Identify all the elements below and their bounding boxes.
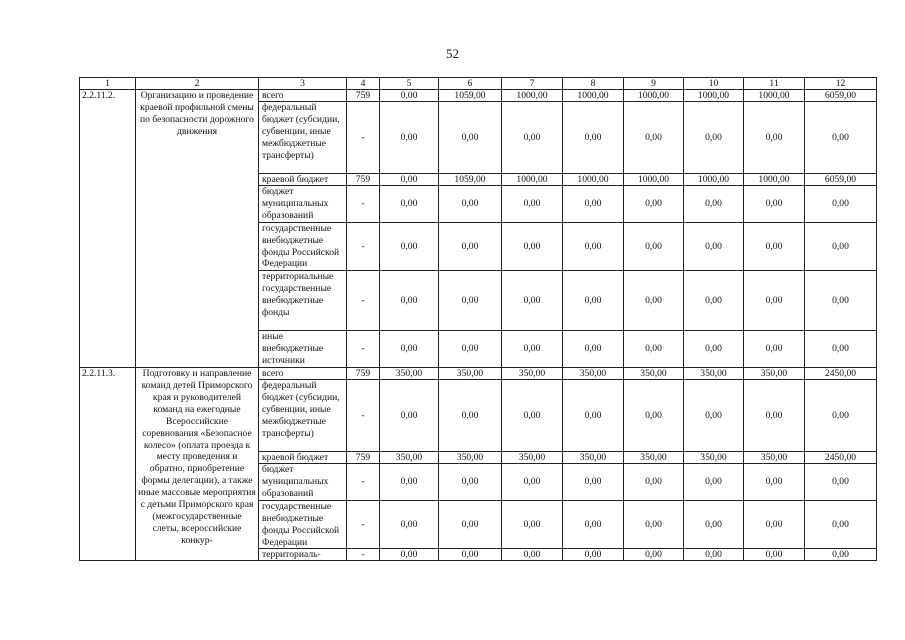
budget-table <box>79 77 877 561</box>
amount-cell: 0,00 <box>502 331 563 368</box>
grbs-code: - <box>347 102 380 174</box>
amount-cell: 0,00 <box>380 174 439 186</box>
header-cell: 6 <box>439 78 502 90</box>
amount-cell: 0,00 <box>624 186 684 223</box>
grbs-code: - <box>347 271 380 331</box>
amount-cell: 0,00 <box>624 331 684 368</box>
grbs-code: - <box>347 331 380 368</box>
amount-cell: 350,00 <box>380 452 439 464</box>
amount-cell: 0,00 <box>744 331 805 368</box>
amount-cell: 350,00 <box>439 368 502 380</box>
amount-cell: 0,00 <box>502 186 563 223</box>
amount-cell: 350,00 <box>439 452 502 464</box>
funding-source: территориальные государственные внебюджетные фонды <box>259 271 347 331</box>
amount-cell: 0,00 <box>439 549 502 561</box>
amount-cell: 350,00 <box>380 368 439 380</box>
grbs-code: - <box>347 380 380 452</box>
amount-cell: 1000,00 <box>502 90 563 102</box>
amount-cell: 0,00 <box>805 380 877 452</box>
amount-cell: 0,00 <box>563 222 624 271</box>
amount-cell: 350,00 <box>684 368 744 380</box>
header-cell: 9 <box>624 78 684 90</box>
amount-cell: 0,00 <box>380 90 439 102</box>
amount-cell: 1000,00 <box>502 174 563 186</box>
table-row <box>80 368 877 380</box>
grbs-code: 759 <box>347 368 380 380</box>
amount-cell: 0,00 <box>805 222 877 271</box>
amount-cell: 0,00 <box>380 271 439 331</box>
amount-cell: 0,00 <box>805 549 877 561</box>
funding-source: краевой бюджет <box>259 452 347 464</box>
grbs-code: - <box>347 549 380 561</box>
amount-cell: 0,00 <box>744 549 805 561</box>
amount-cell: 350,00 <box>624 368 684 380</box>
header-cell: 7 <box>502 78 563 90</box>
amount-cell: 0,00 <box>380 222 439 271</box>
amount-cell: 6059,00 <box>805 174 877 186</box>
amount-cell: 0,00 <box>684 331 744 368</box>
amount-cell: 0,00 <box>684 549 744 561</box>
item-code: 2.2.11.3. <box>80 368 136 561</box>
amount-cell: 0,00 <box>502 380 563 452</box>
amount-cell: 1000,00 <box>624 90 684 102</box>
amount-cell: 0,00 <box>744 271 805 331</box>
funding-source: государственные внебюджетные фонды Российской Федерации <box>259 222 347 271</box>
amount-cell: 0,00 <box>563 102 624 174</box>
amount-cell: 0,00 <box>744 380 805 452</box>
amount-cell: 0,00 <box>439 102 502 174</box>
amount-cell: 0,00 <box>805 500 877 549</box>
header-row <box>80 78 877 90</box>
amount-cell: 0,00 <box>624 500 684 549</box>
amount-cell: 0,00 <box>744 222 805 271</box>
amount-cell: 0,00 <box>624 102 684 174</box>
amount-cell: 0,00 <box>439 500 502 549</box>
table-row <box>80 90 877 102</box>
table-body <box>80 78 877 561</box>
amount-cell: 0,00 <box>684 271 744 331</box>
amount-cell: 0,00 <box>502 549 563 561</box>
funding-source: всего <box>259 368 347 380</box>
amount-cell: 1000,00 <box>684 90 744 102</box>
grbs-code: - <box>347 464 380 501</box>
amount-cell: 0,00 <box>624 380 684 452</box>
amount-cell: 0,00 <box>563 271 624 331</box>
amount-cell: 0,00 <box>563 549 624 561</box>
amount-cell: 2450,00 <box>805 452 877 464</box>
amount-cell: 350,00 <box>563 368 624 380</box>
amount-cell: 350,00 <box>502 452 563 464</box>
amount-cell: 0,00 <box>563 186 624 223</box>
amount-cell: 0,00 <box>439 271 502 331</box>
amount-cell: 0,00 <box>563 380 624 452</box>
amount-cell: 0,00 <box>684 186 744 223</box>
header-cell: 12 <box>805 78 877 90</box>
amount-cell: 0,00 <box>563 464 624 501</box>
amount-cell: 0,00 <box>439 331 502 368</box>
grbs-code: 759 <box>347 174 380 186</box>
amount-cell: 6059,00 <box>805 90 877 102</box>
grbs-code: - <box>347 222 380 271</box>
grbs-code: - <box>347 500 380 549</box>
amount-cell: 0,00 <box>624 222 684 271</box>
funding-source: краевой бюджет <box>259 174 347 186</box>
header-cell: 3 <box>259 78 347 90</box>
amount-cell: 0,00 <box>439 186 502 223</box>
amount-cell: 1000,00 <box>624 174 684 186</box>
funding-source: территориаль- <box>259 549 347 561</box>
amount-cell: 0,00 <box>805 271 877 331</box>
funding-source: иные внебюджетные источники <box>259 331 347 368</box>
amount-cell: 0,00 <box>380 380 439 452</box>
amount-cell: 1000,00 <box>744 90 805 102</box>
grbs-code: 759 <box>347 90 380 102</box>
amount-cell: 1059,00 <box>439 174 502 186</box>
amount-cell: 0,00 <box>684 464 744 501</box>
amount-cell: 0,00 <box>805 331 877 368</box>
amount-cell: 350,00 <box>624 452 684 464</box>
amount-cell: 350,00 <box>744 452 805 464</box>
amount-cell: 0,00 <box>439 222 502 271</box>
item-code: 2.2.11.2. <box>80 90 136 368</box>
funding-source: федеральный бюджет (субсидии, субвенции, иные межбюджетные трансферты) <box>259 380 347 452</box>
funding-source: бюджет муниципальных образований <box>259 464 347 501</box>
amount-cell: 0,00 <box>502 271 563 331</box>
amount-cell: 1000,00 <box>744 174 805 186</box>
amount-cell: 350,00 <box>684 452 744 464</box>
amount-cell: 0,00 <box>805 102 877 174</box>
amount-cell: 0,00 <box>380 186 439 223</box>
amount-cell: 0,00 <box>380 464 439 501</box>
amount-cell: 0,00 <box>439 380 502 452</box>
amount-cell: 2450,00 <box>805 368 877 380</box>
amount-cell: 0,00 <box>624 549 684 561</box>
amount-cell: 0,00 <box>684 500 744 549</box>
amount-cell: 0,00 <box>380 500 439 549</box>
header-cell: 1 <box>80 78 136 90</box>
amount-cell: 0,00 <box>439 464 502 501</box>
grbs-code: - <box>347 186 380 223</box>
item-name: Подготовку и направление команд детей Приморского края и руководителей команд на ежегодные Всероссийские соревнования «Безопасное колесо» (оплата проезда к месту проведения и обратно, приобретение формы делегации), а также иные массовые мероприятия с детьми Приморского края (межгосударственные слеты, всероссийские конкур- <box>136 368 259 561</box>
amount-cell: 0,00 <box>624 271 684 331</box>
header-cell: 2 <box>136 78 259 90</box>
amount-cell: 350,00 <box>563 452 624 464</box>
amount-cell: 0,00 <box>805 186 877 223</box>
funding-source: бюджет муниципальных образований <box>259 186 347 223</box>
amount-cell: 0,00 <box>380 102 439 174</box>
amount-cell: 1000,00 <box>563 90 624 102</box>
amount-cell: 1000,00 <box>684 174 744 186</box>
funding-source: государственные внебюджетные фонды Российской Федерации <box>259 500 347 549</box>
amount-cell: 0,00 <box>744 500 805 549</box>
amount-cell: 0,00 <box>684 222 744 271</box>
amount-cell: 0,00 <box>744 464 805 501</box>
amount-cell: 350,00 <box>502 368 563 380</box>
amount-cell: 0,00 <box>502 222 563 271</box>
amount-cell: 1000,00 <box>563 174 624 186</box>
amount-cell: 350,00 <box>744 368 805 380</box>
funding-source: всего <box>259 90 347 102</box>
amount-cell: 0,00 <box>805 464 877 501</box>
amount-cell: 1059,00 <box>439 90 502 102</box>
amount-cell: 0,00 <box>744 186 805 223</box>
header-cell: 10 <box>684 78 744 90</box>
header-cell: 5 <box>380 78 439 90</box>
amount-cell: 0,00 <box>744 102 805 174</box>
page-number: 52 <box>446 46 459 61</box>
funding-source: федеральный бюджет (субсидии, субвенции, иные межбюджетные трансферты) <box>259 102 347 174</box>
header-cell: 11 <box>744 78 805 90</box>
header-cell: 4 <box>347 78 380 90</box>
amount-cell: 0,00 <box>624 464 684 501</box>
amount-cell: 0,00 <box>502 102 563 174</box>
header-cell: 8 <box>563 78 624 90</box>
amount-cell: 0,00 <box>563 331 624 368</box>
grbs-code: 759 <box>347 452 380 464</box>
amount-cell: 0,00 <box>684 380 744 452</box>
amount-cell: 0,00 <box>684 102 744 174</box>
amount-cell: 0,00 <box>502 500 563 549</box>
amount-cell: 0,00 <box>380 331 439 368</box>
amount-cell: 0,00 <box>563 500 624 549</box>
amount-cell: 0,00 <box>502 464 563 501</box>
amount-cell: 0,00 <box>380 549 439 561</box>
item-name: Организацию и проведение краевой профильной смены по безопасности дорожного движения <box>136 90 259 368</box>
